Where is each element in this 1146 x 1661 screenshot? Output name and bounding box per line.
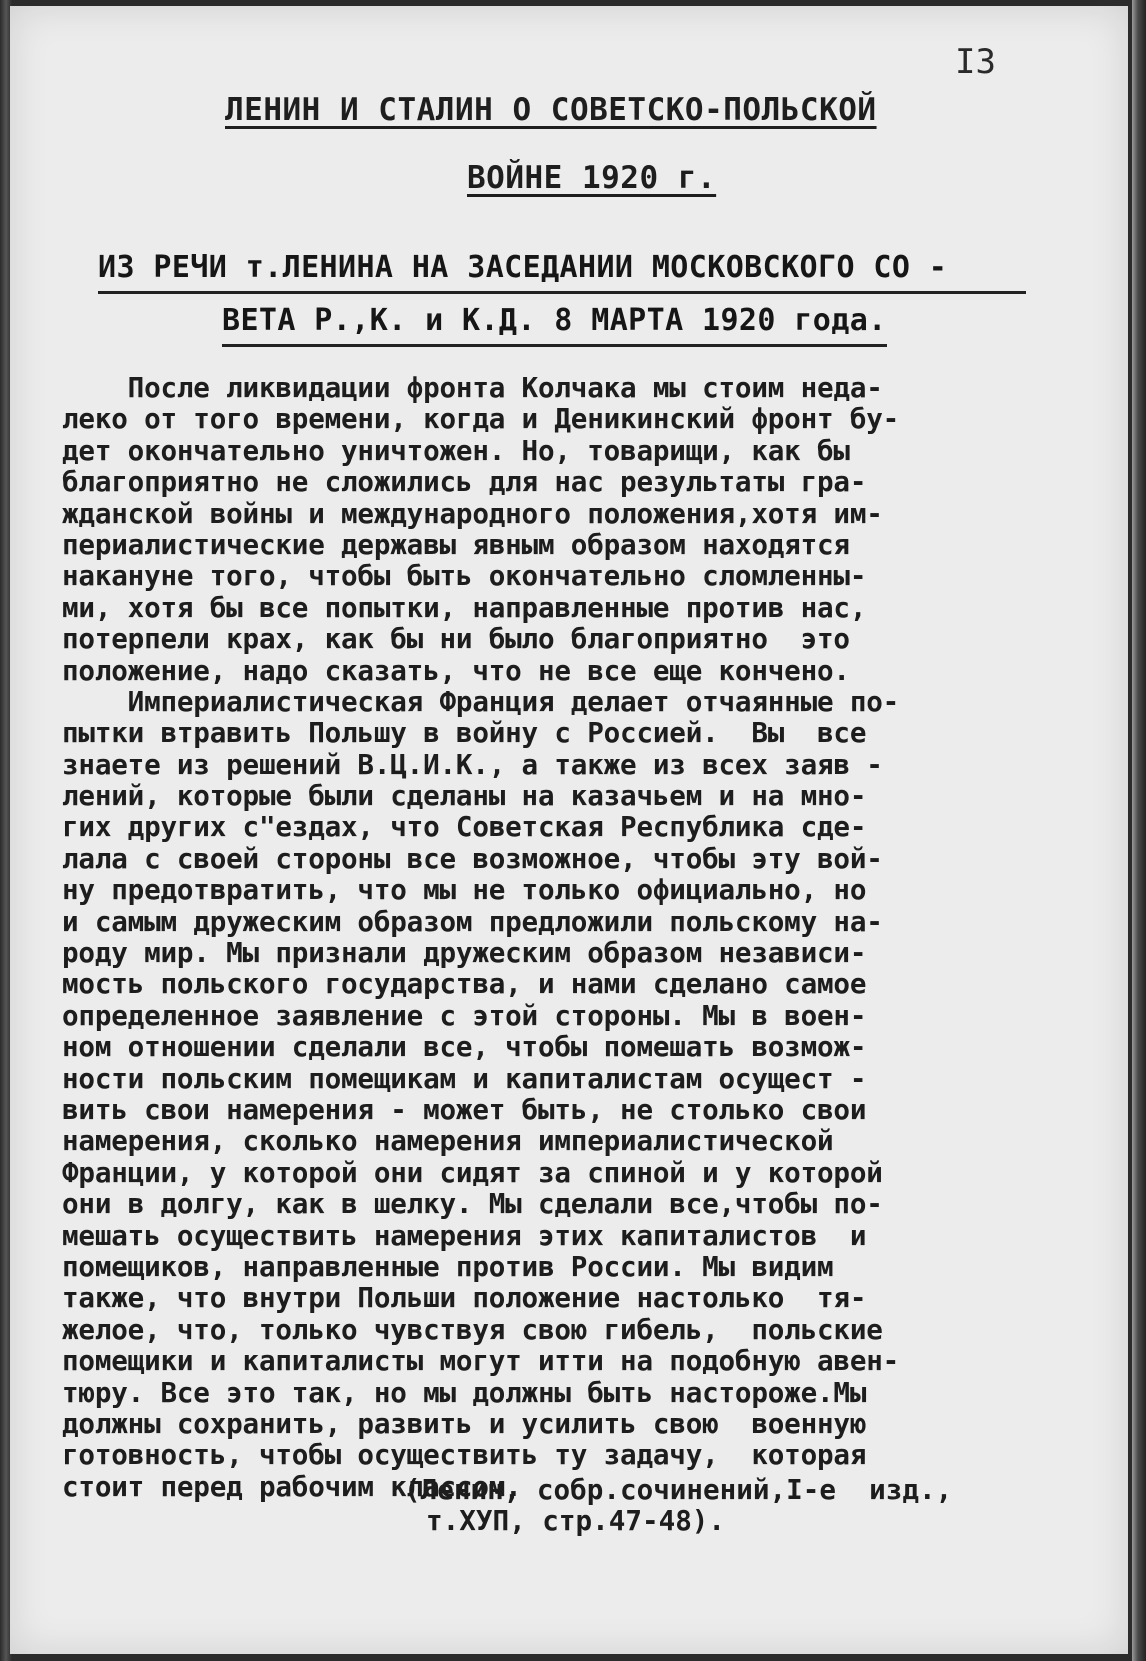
document-title-line-2: ВОЙНЕ 1920 г. (467, 160, 717, 196)
text-line: ну предотвратить, что мы не только официально, но (62, 873, 867, 907)
text-line: После ликвидации фронта Колчака мы стоим неда- (62, 371, 883, 404)
text-line: жданской войны и международного положения,хотя им- (62, 496, 883, 530)
text-line: благоприятно не сложились для нас результаты гра- (62, 465, 867, 499)
text-line: и самым дружеским образом предложили польскому на- (62, 904, 883, 938)
text-line: ности польским помещикам и капиталистам осущест - (62, 1061, 867, 1095)
text-line: ном отношении сделали все, чтобы помешать возмож- (62, 1030, 867, 1064)
text-line: знаете из решений В.Ц.И.К., а также из всех заяв - (62, 747, 883, 781)
text-line: потерпели крах, как бы ни было благоприятно это (62, 622, 850, 656)
text-line: периалистические державы явным образом находятся (62, 527, 850, 561)
text-line: ми, хотя бы все попытки, направленные против нас, (62, 590, 867, 624)
text-line: пытки втравить Польшу в войну с Россией. Вы все (62, 716, 867, 750)
text-line: готовность, чтобы осуществить ту задачу, которая (62, 1438, 867, 1472)
page-number: I3 (955, 42, 996, 82)
source-citation (404, 1474, 952, 1537)
text-line: мешать осуществить намерения этих капиталистов и (62, 1218, 867, 1252)
text-line: дет окончательно уничтожен. Но, товарищи, как бы (62, 433, 850, 467)
citation-line-2: т.ХУП, стр.47-48). (426, 1504, 726, 1538)
citation-line-1: (Ленин, собр.сочинений,I-е изд., (404, 1473, 953, 1506)
text-line: помещиков, направленные против России. Мы видим (62, 1249, 834, 1283)
text-line: вить свои намерения - может быть, не столько свои (62, 1092, 867, 1126)
text-line: роду мир. Мы признали дружеским образом независи- (62, 936, 867, 970)
speech-text (62, 372, 1062, 1502)
section-heading-line-2: ВЕТА Р.,К. и К.Д. 8 МАРТА 1920 года. (222, 303, 887, 347)
text-line: также, что внутри Польши положение настолько тя- (62, 1281, 867, 1315)
section-heading-line-1: ИЗ РЕЧИ т.ЛЕНИНА НА ЗАСЕДАНИИ МОСКОВСКОГО СО - (98, 250, 1026, 294)
text-line: лала с своей стороны все возможное, чтобы эту вой- (62, 841, 883, 875)
text-line: положение, надо сказать, что не все еще кончено. (62, 653, 850, 687)
text-line: должны сохранить, развить и усилить свою военную (62, 1406, 867, 1440)
text-line: накануне того, чтобы быть окончательно сломленны- (62, 559, 867, 593)
text-line: Франции, у которой они сидят за спиной и у которой (62, 1155, 883, 1189)
text-line: мость польского государства, и нами сделано самое (62, 967, 867, 1001)
document-title-line-1: ЛЕНИН И СТАЛИН О СОВЕТСКО-ПОЛЬСКОЙ (225, 92, 877, 128)
text-line: намерения, сколько намерения империалистической (62, 1124, 834, 1158)
text-line: желое, что, только чувствуя свою гибель, польские (62, 1312, 883, 1346)
text-line: стоит перед рабочим классом. (62, 1469, 522, 1503)
text-line: Империалистическая Франция делает отчаянные по- (62, 684, 900, 718)
page-edge (1132, 0, 1146, 1661)
text-line: лений, которые были сделаны на казачьем и на мно- (62, 779, 867, 813)
text-line: помещики и капиталисты могут итти на подобную авен- (62, 1344, 900, 1378)
text-line: тюру. Все это так, но мы должны быть настороже.Мы (62, 1375, 867, 1409)
text-line: определенное заявление с этой стороны. Мы в воен- (62, 998, 867, 1032)
text-line: леко от того времени, когда и Деникинский фронт бу- (62, 402, 900, 436)
text-line: они в долгу, как в шелку. Мы сделали все,чтобы по- (62, 1187, 883, 1221)
text-line: гих других с"ездах, что Советская Республика сде- (62, 810, 867, 844)
